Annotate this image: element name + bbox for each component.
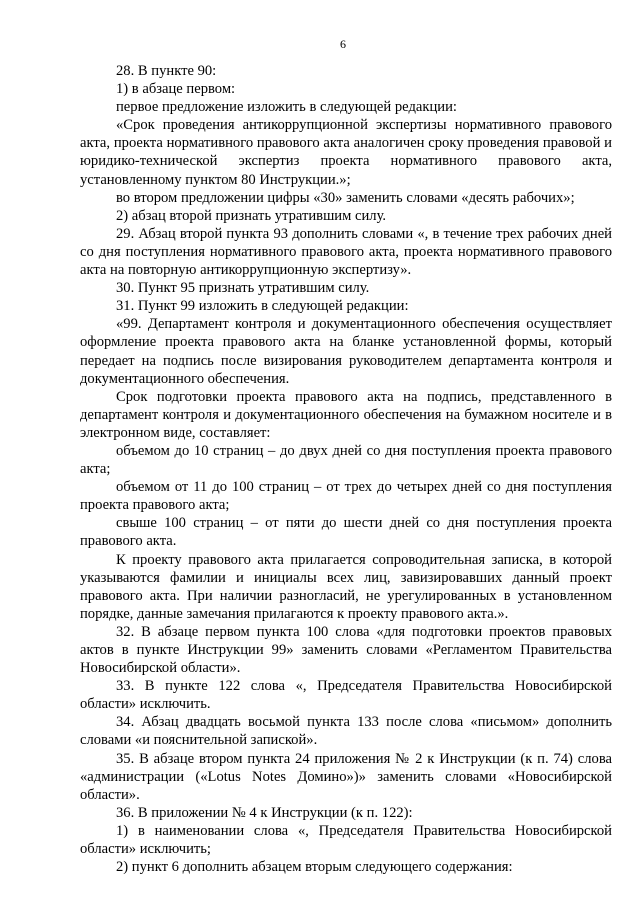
paragraph-35: 35. В абзаце втором пункта 24 приложения № 2 к Инструкции (к п. 74) слова «администрации («Lotus Notes Домино»)» заменить словами «Новосибирской области».	[80, 750, 612, 803]
paragraph-31: 31. Пункт 99 изложить в следующей редакции:	[116, 298, 409, 315]
paragraph-31-term-up-to-10: объемом до 10 страниц – до двух дней со дня поступления проекта правового акта;	[80, 442, 612, 478]
paragraph-29: 29. Абзац второй пункта 93 дополнить словами «, в течение трех рабочих дней со дня поступления нормативного правового акта, проекта нормативного правового акта на повторную антикоррупционную экспертизу».	[80, 225, 612, 279]
paragraph-31-term-over-100: свыше 100 страниц – от пяти до шести дней со дня поступления проекта правового акта.	[80, 515, 612, 550]
paragraph-32: 32. В абзаце первом пункта 100 слова «для подготовки проектов правовых актов в пункте Инструкции 99» заменить словами «Регламентом Правительства Новосибирской области».	[80, 623, 612, 677]
paragraph-28-1-quote: «Срок проведения антикоррупционной экспертизы нормативного правового акта, проекта нормативного правового акта аналогичен сроку проведения правовой и юридико-технической экспертиз проекта нормативного правового акта, установленному пунктом 80 Инструкции.»;	[80, 117, 612, 188]
paragraph-34: 34. Абзац двадцать восьмой пункта 133 после слова «письмом» дополнить словами «и пояснительной запиской».	[80, 714, 612, 749]
paragraph-31-term-11-to-100: объемом от 11 до 100 страниц – от трех до четырех дней со дня поступления проекта правового акта;	[80, 479, 612, 514]
page-number: 6	[340, 37, 346, 51]
paragraph-28-1-intro: первое предложение изложить в следующей редакции:	[116, 99, 457, 116]
paragraph-28-1-second-sentence: во втором предложении цифры «30» заменить словами «десять рабочих»;	[116, 189, 575, 206]
document-body	[80, 62, 612, 876]
paragraph-31-clause-99: «99. Департамент контроля и документационного обеспечения осуществляет оформление проекта правового акта на бланке установленной формы, который передает на подпись после визирования руководителем департамента контроля и документационного обеспечения.	[80, 316, 612, 387]
paragraph-28: 28. В пункте 90:	[116, 63, 217, 79]
paragraph-36-2: 2) пункт 6 дополнить абзацем вторым следующего содержания:	[116, 859, 513, 876]
paragraph-30: 30. Пункт 95 признать утратившим силу.	[116, 280, 370, 297]
paragraph-33: 33. В пункте 122 слова «, Председателя Правительства Новосибирской области» исключить.	[80, 678, 612, 713]
paragraph-31-cover-note: К проекту правового акта прилагается сопроводительная записка, в которой указываются фамилии и инициалы всех лиц, завизировавших данный проект правового акта. При наличии разногласий, не урегулированных в установленном порядке, данные замечания прилагаются к проекту правового акта.».	[80, 551, 612, 622]
paragraph-36: 36. В приложении № 4 к Инструкции (к п. 122):	[116, 804, 413, 821]
paragraph-28-2: 2) абзац второй признать утратившим силу.	[116, 207, 387, 224]
paragraph-36-1: 1) в наименовании слова «, Председателя Правительства Новосибирской области» исключить;	[80, 822, 612, 858]
paragraph-31-term: Срок подготовки проекта правового акта на подпись, представленного в департамент контроля и документационного обеспечения на бумажном носителе и в электронном виде, составляет:	[80, 388, 612, 441]
paragraph-28-1: 1) в абзаце первом:	[116, 81, 236, 98]
